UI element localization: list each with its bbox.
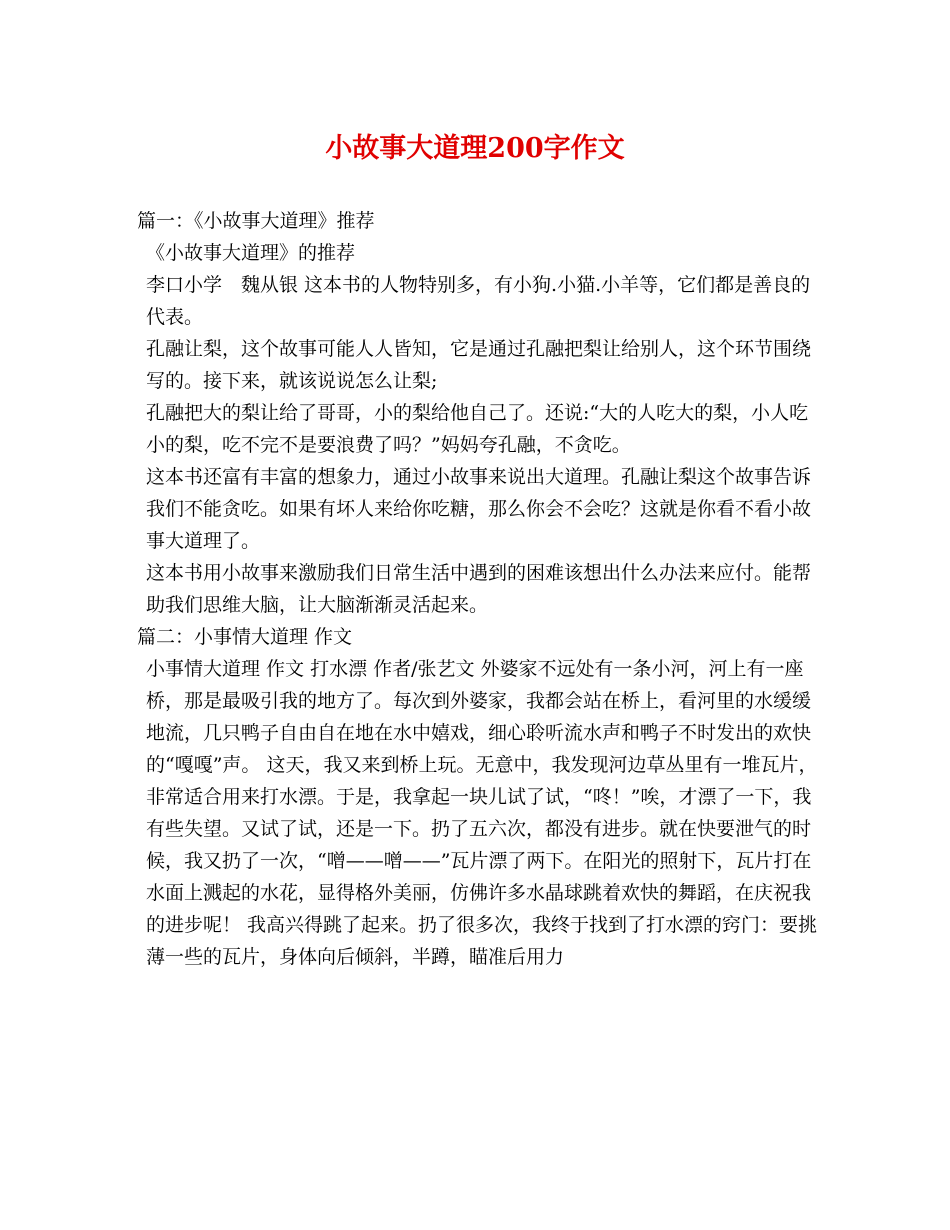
paragraph: 《小故事大道理》的推荐 bbox=[146, 242, 356, 264]
document-body bbox=[137, 205, 827, 973]
section-heading-1: 篇一：《小故事大道理》推荐 bbox=[137, 210, 375, 232]
paragraph: 小事情大道理 作文 打水漂 作者/张艺文 外婆家不远处有一条小河，河上有一座桥，那是最吸引我的地方了。每次到外婆家，我都会站在桥上，看河里的水缓缓地流，几只鸭子自由自在地在水中嬉戏，细心聆听流水声和鸭子不时发出的欢快的“嘎嘎”声。 这天，我又来到桥上玩。无意中，我发现河边草丛里有一堆瓦片，非常适合用来打水漂。于是，我拿起一块儿试了试，“咚！”唉，才漂了一下，我有些失望。又试了试，还是一下。扔了五六次，都没有进步。就在快要泄气的时候，我又扔了一次，“噌——噌——”瓦片漂了两下。在阳光的照射下，瓦片打在水面上溅起的水花，显得格外美丽，仿佛许多水晶球跳着欢快的舞蹈，在庆祝我的进步呢！ 我高兴得跳了起来。扔了很多次，我终于找到了打水漂的窍门：要挑薄一些的瓦片，身体向后倾斜，半蹲，瞄准后用力 bbox=[146, 658, 818, 968]
section-heading-2: 篇二：小事情大道理 作文 bbox=[137, 626, 353, 648]
paragraph: 这本书用小故事来激励我们日常生活中遇到的困难该想出什么办法来应付。能帮助我们思维大脑，让大脑渐渐灵活起来。 bbox=[146, 562, 812, 616]
document-title: 小故事大道理200字作文 bbox=[325, 133, 625, 164]
paragraph: 李口小学 魏从银 这本书的人物特别多，有小狗.小猫.小羊等，它们都是善良的代表。 bbox=[146, 274, 811, 328]
paragraph: 这本书还富有丰富的想象力，通过小故事来说出大道理。孔融让梨这个故事告诉我们不能贪吃。如果有坏人来给你吃糖，那么你会不会吃？这就是你看不看小故事大道理了。 bbox=[146, 466, 812, 552]
paragraph: 孔融把大的梨让给了哥哥，小的梨给他自己了。还说:“大的人吃大的梨，小人吃小的梨，吃不完不是要浪费了吗？”妈妈夸孔融，不贪吃。 bbox=[146, 402, 809, 456]
paragraph: 孔融让梨，这个故事可能人人皆知，它是通过孔融把梨让给别人，这个环节围绕写的。接下来，就该说说怎么让梨; bbox=[146, 338, 812, 392]
